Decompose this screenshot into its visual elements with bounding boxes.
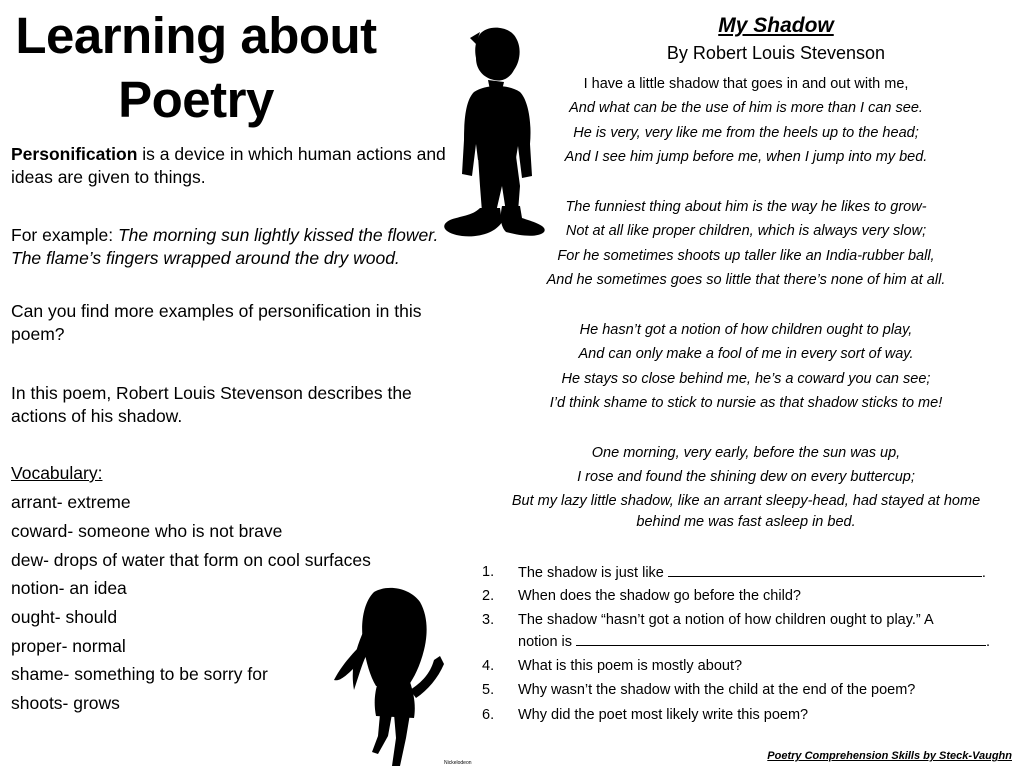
question-text: notion is (518, 634, 577, 650)
personification-rest: is a device in which human actions and ideas are given to things. (11, 144, 446, 187)
question-text: What is this poem is mostly about? (518, 658, 743, 674)
personification-example (11, 224, 451, 270)
example-text: The morning sun lightly kissed the flower. The flame’s fingers wrapped around the dry wood. (11, 225, 439, 268)
question-text: The shadow “hasn’t got a notion of how children ought to play.” A (518, 612, 934, 628)
question-number: 5. (482, 682, 495, 698)
poem-line: For he sometimes shoots up taller like an India-rubber ball, (557, 248, 935, 264)
poem-line: And he sometimes goes so little that there’s none of him at all. (546, 272, 946, 288)
example-lead: For example: (11, 225, 118, 245)
image-credit: Nickelodeon (444, 760, 472, 766)
poem-line: He hasn’t got a notion of how children ought to play, (579, 322, 913, 338)
question-end: . (986, 634, 991, 650)
poem-description: In this poem, Robert Louis Stevenson describes the actions of his shadow. (11, 383, 412, 426)
vocabulary-heading: Vocabulary: (11, 463, 103, 483)
question-intro: Can you find more examples of personification in this poem? (11, 301, 422, 344)
source-footer: Poetry Comprehension Skills by Steck-Vaughn (767, 750, 1012, 762)
vocabulary-item: coward- someone who is not brave (11, 521, 283, 541)
personification-definition (11, 143, 451, 189)
page-title-line2: Poetry (118, 71, 274, 128)
question-text: The shadow is just like (518, 565, 668, 581)
vocabulary-item: shame- something to be sorry for (11, 664, 268, 684)
poem-line: He is very, very like me from the heels up to the head; (573, 125, 919, 141)
poem-line: And can only make a fool of me in every sort of way. (578, 346, 914, 362)
poem-line: And I see him jump before me, when I jump into my bed. (564, 149, 928, 165)
poem-line: behind me was fast asleep in bed. (636, 514, 856, 530)
answer-blank[interactable] (576, 631, 986, 646)
poem-line: One morning, very early, before the sun was up, (591, 445, 901, 461)
question-number: 4. (482, 658, 495, 674)
girl-silhouette-image (330, 586, 446, 766)
poem-line: The funniest thing about him is the way he likes to grow- (565, 199, 927, 215)
poem-line: Not at all like proper children, which is always very slow; (565, 223, 927, 239)
poem-line: And what can be the use of him is more than I can see. (569, 100, 923, 116)
vocabulary-item: notion- an idea (11, 578, 127, 598)
question-text: When does the shadow go before the child? (518, 588, 801, 604)
poem-line: I’d think shame to stick to nursie as that shadow sticks to me! (549, 395, 943, 411)
poem-line: But my lazy little shadow, like an arrant sleepy-head, had stayed at home (511, 493, 981, 509)
poem-line: I have a little shadow that goes in and out with me, (583, 76, 909, 92)
page-title-line1: Learning about (15, 7, 377, 64)
question-number: 3. (482, 612, 495, 628)
question-end: . (981, 565, 986, 581)
vocabulary-item: ought- should (11, 607, 118, 627)
question-number: 6. (482, 707, 495, 723)
vocabulary-item: arrant- extreme (11, 492, 131, 512)
question-number: 2. (482, 588, 495, 604)
vocabulary-item: shoots- grows (11, 693, 120, 713)
page-title (0, 4, 392, 132)
question-text: Why did the poet most likely write this poem? (518, 707, 809, 723)
vocabulary-item: dew- drops of water that form on cool surfaces (11, 550, 371, 570)
question-text: Why wasn’t the shadow with the child at the end of the poem? (518, 682, 916, 698)
poem-title: My Shadow (718, 14, 834, 37)
poem-line: I rose and found the shining dew on every buttercup; (577, 469, 915, 485)
question-number: 1. (482, 564, 495, 580)
poem-line: He stays so close behind me, he’s a coward you can see; (561, 371, 931, 387)
vocabulary-item: proper- normal (11, 636, 126, 656)
answer-blank[interactable] (668, 562, 982, 577)
personification-term: Personification (11, 144, 138, 164)
poem-author: By Robert Louis Stevenson (666, 43, 886, 63)
